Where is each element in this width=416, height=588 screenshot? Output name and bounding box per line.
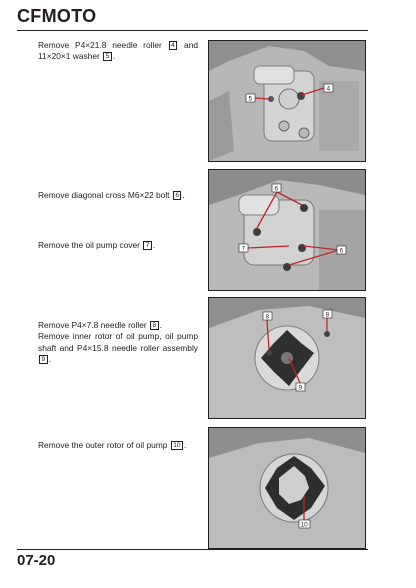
ref-box: 8 <box>150 321 159 330</box>
ref-box: 9 <box>39 355 48 364</box>
page-number: 07-20 <box>17 552 56 569</box>
callout-5: 5 <box>248 95 253 103</box>
figure-2-photo <box>208 169 366 291</box>
step-1-mid: and 11×20×1 washer <box>38 40 199 62</box>
ref-box: 6 <box>173 191 182 200</box>
step-3-text: Remove the oil pump cover 7 . <box>38 240 156 250</box>
callout-4: 4 <box>326 85 331 93</box>
callout-6-top: 6 <box>274 185 279 193</box>
callout-8-right: 8 <box>325 311 330 319</box>
step-2-text: Remove diagonal cross M6×22 bolt 6 . <box>38 190 185 200</box>
step-6-text: Remove the outer rotor of oil pump 10 . <box>38 440 187 450</box>
brand-logo: CFMOTO <box>17 6 97 26</box>
ref-box: 5 <box>103 52 112 61</box>
figure-1-photo <box>208 40 366 162</box>
callout-6-right: 6 <box>339 247 344 255</box>
figure-3-photo <box>208 297 366 419</box>
callout-8-left: 8 <box>265 313 270 321</box>
ref-box: 10 <box>171 441 183 450</box>
step-1-text: Remove P4×21.8 needle roller 4 and 11×20×1 washer 5 . <box>38 40 199 62</box>
ref-box: 7 <box>143 241 152 250</box>
ref-box: 4 <box>169 41 178 50</box>
figure-4-photo <box>208 427 366 549</box>
step-4-text: Remove P4×7.8 needle roller 8 . Remove inner rotor of oil pump, oil pump shaft and P4×15.8 needle roller assembly 9 . <box>38 320 198 365</box>
callout-10: 10 <box>300 521 308 529</box>
callout-9: 9 <box>298 384 303 392</box>
callout-7: 7 <box>241 245 246 253</box>
step-1-main: Remove P4×21.8 needle roller <box>38 40 162 50</box>
header-rule <box>17 30 368 31</box>
footer-rule <box>17 549 368 550</box>
